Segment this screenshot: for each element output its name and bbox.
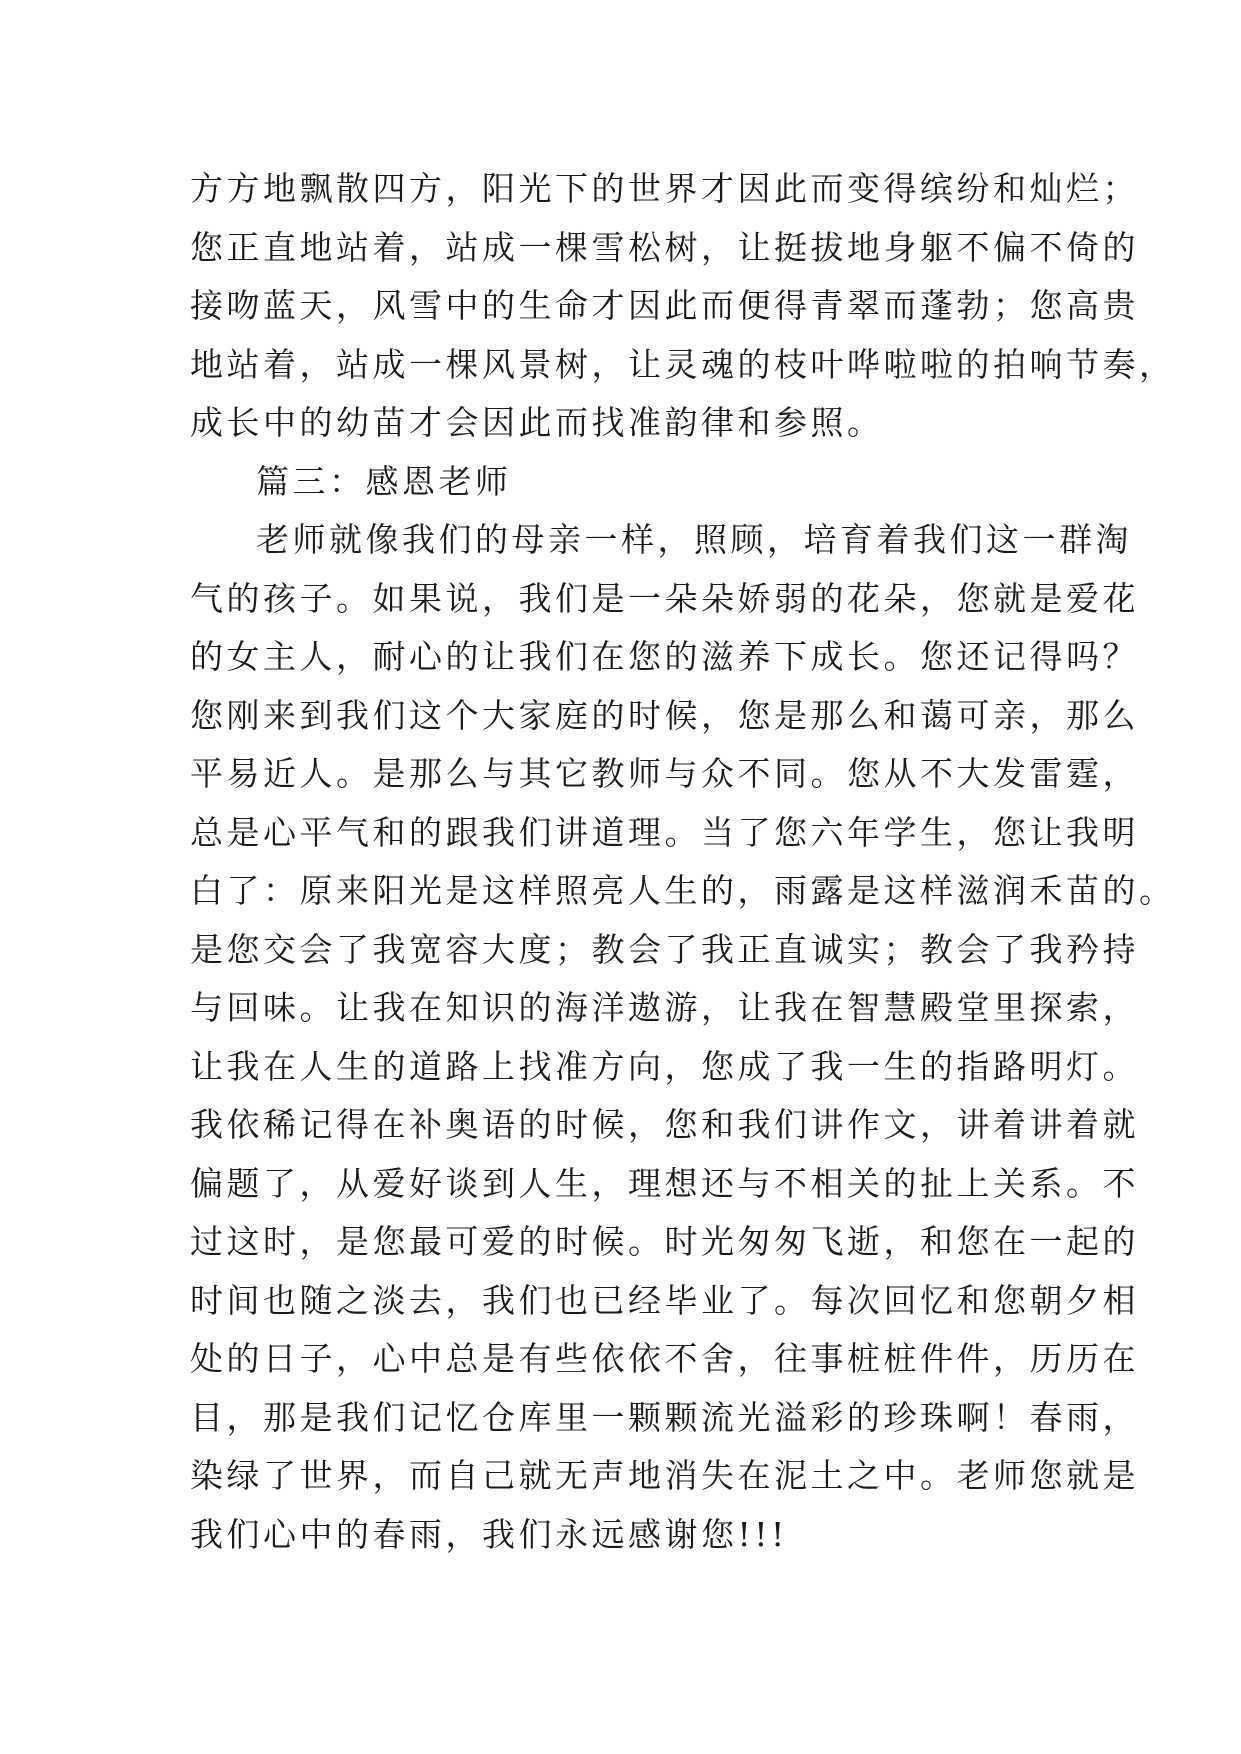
essay-body [190, 160, 1176, 1564]
paragraph-line: 总是心平气和的跟我们讲道理。当了您六年学生，您让我明 [190, 812, 1139, 852]
paragraph-line: 时间也随之淡去，我们也已经毕业了。每次回忆和您朝夕相 [190, 1280, 1139, 1320]
paragraph-line: 与回味。让我在知识的海洋遨游，让我在智慧殿堂里探索， [190, 988, 1139, 1027]
paragraph-line: 偏题了，从爱好谈到人生，理想还与不相关的扯上关系。不 [190, 1163, 1139, 1203]
paragraph-line: 我们心中的春雨，我们永远感谢您!!! [190, 1514, 788, 1554]
paragraph-line: 是您交会了我宽容大度；教会了我正直诚实；教会了我矜持 [190, 929, 1139, 969]
paragraph-line: 让我在人生的道路上找准方向，您成了我一生的指路明灯。 [190, 1046, 1139, 1086]
paragraph-line: 目，那是我们记忆仓库里一颗颗流光溢彩的珍珠啊！春雨， [190, 1397, 1139, 1437]
section-heading: 篇三：感恩老师 [256, 461, 512, 501]
paragraph-line: 老师就像我们的母亲一样，照顾，培育着我们这一群淘 [256, 520, 1132, 559]
paragraph-line: 我依稀记得在补奥语的时候，您和我们讲作文，讲着讲着就 [190, 1105, 1139, 1144]
paragraph-line: 平易近人。是那么与其它教师与众不同。您从不大发雷霆， [190, 754, 1139, 793]
paragraph-line: 气的孩子。如果说，我们是一朵朵娇弱的花朵，您就是爱花 [190, 578, 1139, 618]
paragraph-line: 地站着，站成一棵风景树，让灵魂的枝叶哗啦啦的拍响节奏， [190, 344, 1176, 384]
paragraph-line: 白了：原来阳光是这样照亮人生的，雨露是这样滋润禾苗的。 [190, 871, 1176, 910]
paragraph-line: 成长中的幼苗才会因此而找准韵律和参照。 [190, 403, 884, 442]
paragraph-line: 您正直地站着，站成一棵雪松树，让挺拔地身躯不偏不倚的 [190, 227, 1139, 267]
paragraph-line: 的女主人，耐心的让我们在您的滋养下成长。您还记得吗？ [190, 637, 1139, 676]
paragraph-line: 过这时，是您最可爱的时候。时光匆匆飞逝，和您在一起的 [190, 1222, 1139, 1261]
paragraph-line: 处的日子，心中总是有些依依不舍，往事桩桩件件，历历在 [190, 1339, 1139, 1378]
paragraph-line: 您刚来到我们这个大家庭的时候，您是那么和蔼可亲，那么 [190, 695, 1139, 735]
paragraph-line: 染绿了世界，而自己就无声地消失在泥土之中。老师您就是 [190, 1456, 1139, 1495]
paragraph-line: 方方地飘散四方，阳光下的世界才因此而变得缤纷和灿烂； [190, 169, 1139, 208]
paragraph-line: 接吻蓝天，风雪中的生命才因此而便得青翠而蓬勃；您高贵 [190, 286, 1139, 325]
